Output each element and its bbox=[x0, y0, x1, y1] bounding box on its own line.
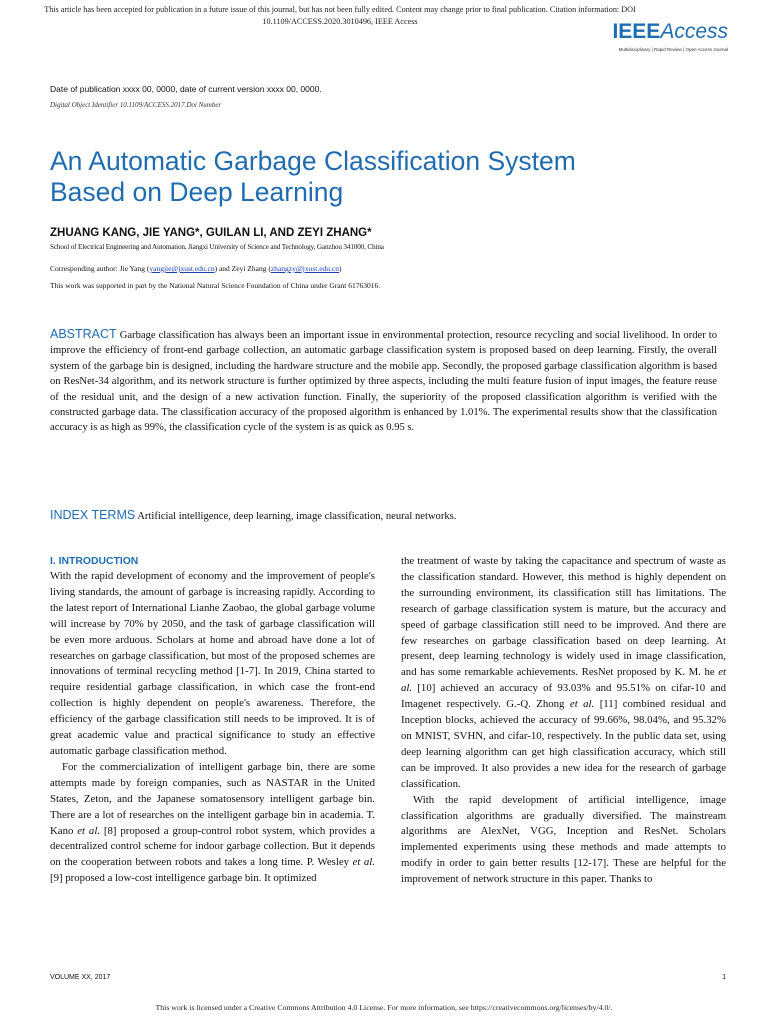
paper-title-line1: An Automatic Garbage Classification System bbox=[50, 146, 576, 176]
publication-dates: Date of publication xxxx 00, 0000, date of current version xxxx 00, 0000. bbox=[50, 84, 322, 94]
logo-italic-text: Access bbox=[660, 20, 728, 43]
intro-p2-text-a: For the commercialization of intelligent garbage bin, there are some attempts made by foreign companies, such as NASTAR in the United States, Zeton, and the Japanese somatosensory intelligent garbage bin. There are a lot of researches on the intelligent garbage bin in academia. T. Kano bbox=[50, 760, 375, 837]
ieee-access-logo bbox=[598, 20, 728, 54]
body-column-right bbox=[401, 554, 726, 888]
et-al-zhong: et al. bbox=[569, 698, 595, 711]
index-terms-heading: INDEX TERMS bbox=[50, 508, 136, 522]
intro-paragraph-3 bbox=[401, 554, 726, 793]
intro-p2-text-c: [9] proposed a low-cost intelligence garbage bin. It optimized bbox=[50, 872, 317, 885]
body-column-left bbox=[50, 554, 375, 887]
email-link-yang[interactable]: yangjie@jxust.edu.cn bbox=[149, 264, 215, 273]
publication-notice-line1: This article has been accepted for publication in a future issue of this journal, but has not been fully edited. Content may change prior to final publication. Citation information: DOI bbox=[44, 5, 636, 14]
page-number: 1 bbox=[722, 974, 726, 981]
abstract bbox=[50, 327, 717, 436]
intro-r1-text-a: the treatment of waste by taking the capacitance and spectrum of waste as the classification standard. However, this method is highly dependent on the surrounding environment, its classification still has limitations. The research of garbage classification system is mature, but the accuracy and speed of garbage classification still need to be improved. And there are few researches on garbage classification based on deep learning. At present, deep learning technology is widely used in image classification, and has some remarkable achievements. ResNet proposed by K. M. he bbox=[401, 555, 726, 679]
corresponding-mid: ) and Zeyi Zhang ( bbox=[214, 264, 271, 273]
intro-paragraph-2 bbox=[50, 760, 375, 887]
intro-paragraph-4: With the rapid development of artificial intelligence, image classification algorithms are gradually diversified. The mainstream algorithms are AlexNet, VGG, Inception and ResNet. Scholars implemented experiments using these methods and made attempts to modify in order to gain better results [12-17]. These are helpful for the improvement of network structure in this paper. Thanks to bbox=[401, 793, 726, 886]
publication-notice-line2: 10.1109/ACCESS.2020.3010496, IEEE Access bbox=[262, 17, 418, 26]
email-link-zhang[interactable]: zhangzy@jxust.edu.cn bbox=[270, 264, 339, 273]
section-heading-introduction: I. INTRODUCTION bbox=[50, 556, 139, 567]
author-affiliation: School of Electrical Engineering and Automation, Jiangxi University of Science and Technology, Ganzhou 341000, China bbox=[50, 243, 384, 251]
license-notice: This work is licensed under a Creative Commons Attribution 4.0 License. For more information, see https://creativecommons.org/licenses/by/4.0/. bbox=[155, 1003, 613, 1012]
intro-paragraph-1: With the rapid development of economy and the improvement of people's living standards, the amount of garbage is increasing rapidly. According to the latest report of International Lianhe Zaobao, the global garbage volume will increase by 70% by 2050, and the task of garbage classification will be even more arduous. Scholars at home and abroad have done a lot of researches on garbage classification, but most of the proposed schemes are innovations of terminal recycling method [1-7]. In 2019, China started to require residential garbage classification, in which case the front-end collection is highly dependent on people's awareness. Therefore, the efficiency of the garbage classification still needs to be improved. It is of great academic value and practical significance to study an effective automatic garbage classification method. bbox=[50, 570, 375, 757]
abstract-text: Garbage classification has always been an important issue in environmental protection, resource recycling and social livelihood. In order to improve the efficiency of front-end garbage collection, an automatic garbage classification system is proposed based on deep learning. Firstly, the overall system of the garbage bin is designed, including the hardware structure and the mobile app. Secondly, the proposed garbage classification algorithm is based on ResNet-34 algorithm, and its network structure is further optimized by three aspects, including the multi feature fusion of input images, the feature reuse of the residual unit, and the design of a new activation function. Finally, the superiority of the proposed classification algorithm is verified with the constructed garbage data. The classification accuracy of the proposed algorithm is enhanced by 1.01%. The experimental results show that the classification accuracy is as high as 99%, the classification cycle of the system is as quick as 0.95 s. bbox=[50, 330, 717, 434]
intro-r1-text-c: [11] combined residual and Inception blocks, achieved the accuracy of 99.66%, 98.04%, and 95.32% on MNIST, SVHN, and cifar-10, respectively. In the public data set, using deep learning algorithm can get high classification accuracy, which still can be improved. It also provides a new idea for the research of garbage classification. bbox=[401, 698, 726, 790]
et-al-wesley: et al. bbox=[352, 856, 375, 869]
corresponding-prefix: Corresponding author: Jie Yang ( bbox=[50, 264, 150, 273]
index-terms bbox=[50, 508, 717, 524]
et-al-kano: et al. bbox=[77, 824, 101, 837]
funding-statement: This work was supported in part by the National Natural Science Foundation of China under Grant 61763016. bbox=[50, 281, 381, 290]
logo-wordmark bbox=[598, 20, 728, 44]
index-terms-text: Artificial intelligence, deep learning, image classification, neural networks. bbox=[137, 511, 457, 522]
paper-title-line2: Based on Deep Learning bbox=[50, 177, 344, 207]
intro-r1-text-b: [10] achieved an accuracy of 93.03% and 95.51% on cifar-10 and Imagenet respectively. G.-Q. Zhong bbox=[401, 682, 726, 711]
author-list: ZHUANG KANG, JIE YANG*, GUILAN LI, AND ZEYI ZHANG* bbox=[50, 227, 372, 239]
abstract-heading: ABSTRACT bbox=[50, 327, 117, 341]
paper-title bbox=[50, 146, 710, 208]
corresponding-author bbox=[50, 264, 341, 273]
doi-identifier: Digital Object Identifier 10.1109/ACCESS.2017.Doi Number bbox=[50, 101, 222, 109]
logo-tagline: Multidisciplinary | Rapid Review | Open Access Journal bbox=[618, 47, 728, 52]
corresponding-suffix: ) bbox=[338, 264, 342, 273]
logo-bold-text: IEEE bbox=[612, 20, 661, 43]
et-al-he: et al. bbox=[401, 666, 726, 695]
publication-notice bbox=[40, 4, 640, 28]
intro-p2-text-b: [8] proposed a group-control robot system, which provides a decentralized control scheme for indoor garbage collection. But it depends on the cooperation between robots and takes a long time. P. Wesley bbox=[50, 824, 376, 869]
volume-label: VOLUME XX, 2017 bbox=[50, 974, 111, 981]
